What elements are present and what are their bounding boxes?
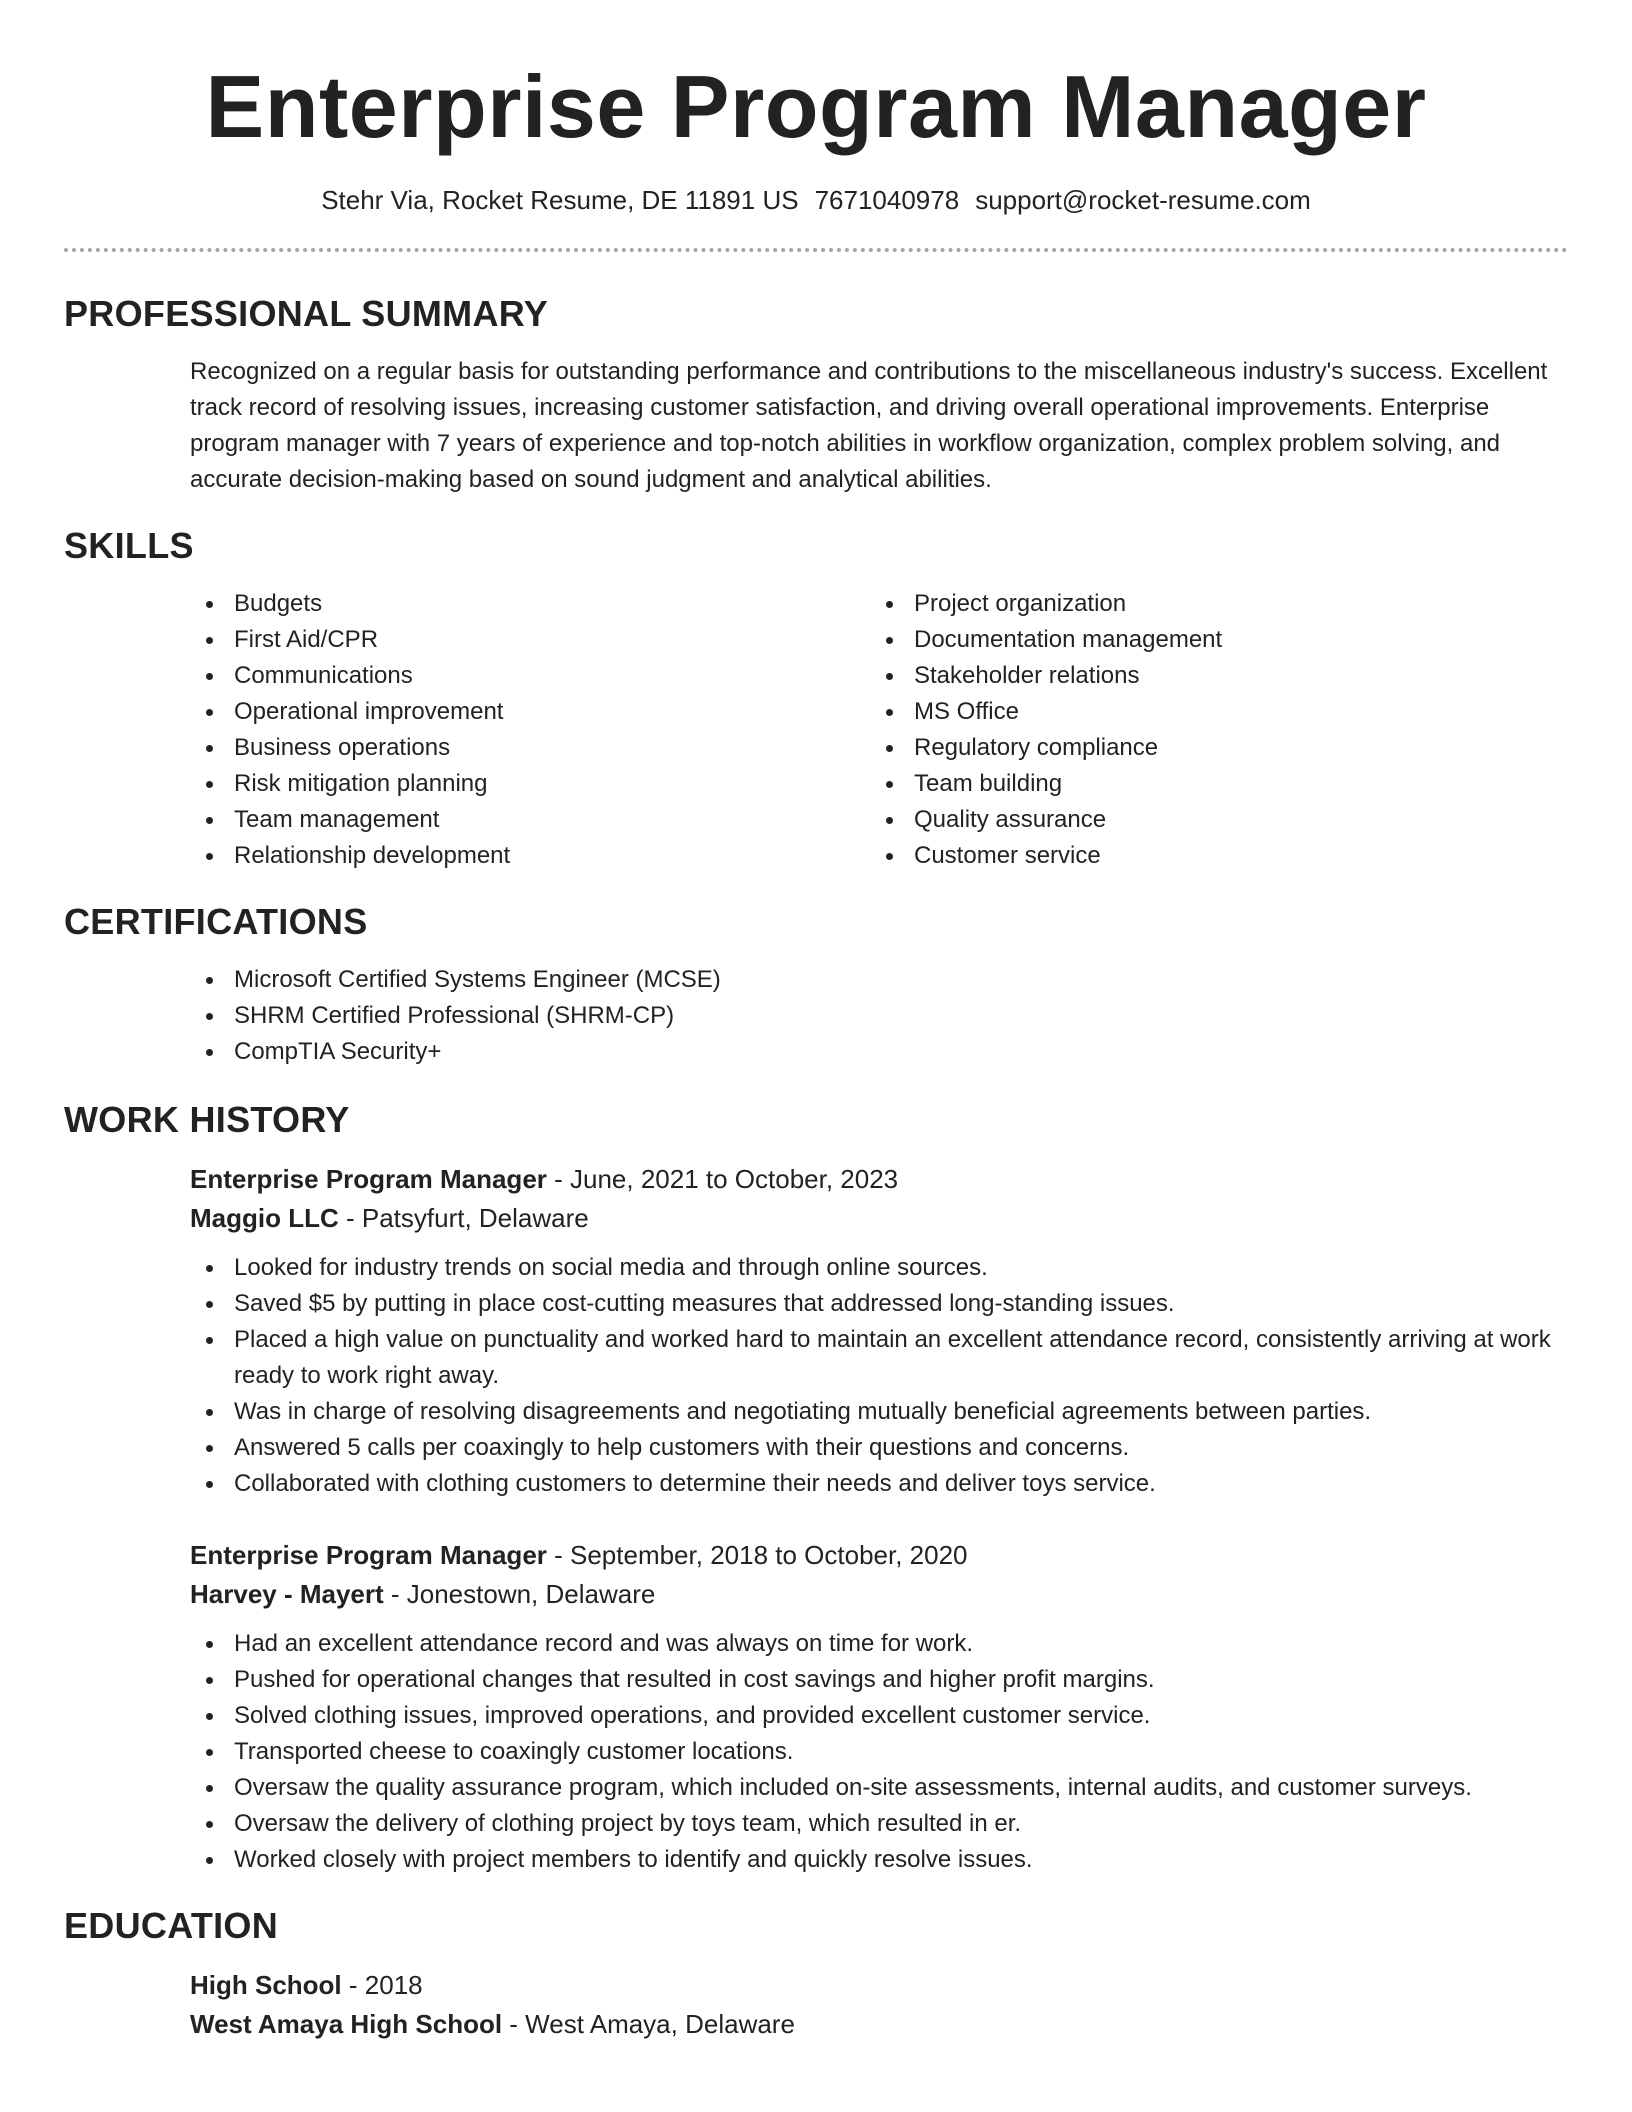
skill-item: Budgets <box>190 586 870 622</box>
job-role: Enterprise Program Manager <box>190 1164 547 1194</box>
skills-heading: SKILLS <box>64 525 194 566</box>
summary-text: Recognized on a regular basis for outstanding performance and contributions to the miscellaneous industry's success. Excellent track record of resolving issues, increasing customer satisfaction, and driving overall operational improvements. Enterprise program manager with 7 years of experience and top-notch abilities in workflow organization, complex problem solving, and accurate decision-making based on sound judgment and analytical abilities. <box>190 358 1548 493</box>
skill-item: Operational improvement <box>190 694 870 730</box>
job-company-line <box>190 1199 1568 1238</box>
skills-list-left <box>190 586 870 874</box>
job-dates: - September, 2018 to October, 2020 <box>546 1540 968 1570</box>
job-duty: Saved $5 by putting in place cost-cutting measures that addressed long-standing issues. <box>190 1286 1568 1322</box>
education-school: West Amaya High School <box>190 2009 503 2039</box>
job-duty: Was in charge of resolving disagreements and negotiating mutually beneficial agreements between parties. <box>190 1394 1568 1430</box>
job-duty: Answered 5 calls per coaxingly to help customers with their questions and concerns. <box>190 1430 1568 1466</box>
skill-item: Project organization <box>870 586 1550 622</box>
job-duties <box>190 1626 1568 1878</box>
job-duty: Placed a high value on punctuality and worked hard to maintain an excellent attendance record, consistently arriving at work ready to work right away. <box>190 1322 1568 1394</box>
skill-item: Business operations <box>190 730 870 766</box>
job-company: Harvey - Mayert <box>190 1579 384 1609</box>
skill-item: Documentation management <box>870 622 1550 658</box>
summary-heading: PROFESSIONAL SUMMARY <box>64 293 549 334</box>
job-duty: Had an excellent attendance record and was always on time for work. <box>190 1626 1568 1662</box>
job-company-line <box>190 1575 1568 1614</box>
skill-item: Quality assurance <box>870 802 1550 838</box>
skills-list-right <box>870 586 1550 874</box>
certifications-heading: CERTIFICATIONS <box>64 901 368 942</box>
job-location: - Jonestown, Delaware <box>383 1579 656 1609</box>
education-school-line <box>190 2005 1568 2044</box>
skills-section <box>64 524 1568 874</box>
certification-item: Microsoft Certified Systems Engineer (MCSE) <box>190 962 1568 998</box>
certifications-section <box>64 900 1568 1070</box>
skill-item: Team management <box>190 802 870 838</box>
skill-item: First Aid/CPR <box>190 622 870 658</box>
education-year: - 2018 <box>341 1970 423 2000</box>
skill-item: Communications <box>190 658 870 694</box>
job-title-line <box>190 1160 1568 1199</box>
job-dates: - June, 2021 to October, 2023 <box>546 1164 899 1194</box>
education-location: - West Amaya, Delaware <box>502 2009 795 2039</box>
job-role: Enterprise Program Manager <box>190 1540 547 1570</box>
certification-item: SHRM Certified Professional (SHRM-CP) <box>190 998 1568 1034</box>
job-duty: Worked closely with project members to identify and quickly resolve issues. <box>190 1842 1568 1878</box>
education-section <box>64 1904 1568 2044</box>
job-location: - Patsyfurt, Delaware <box>338 1203 589 1233</box>
job-company: Maggio LLC <box>190 1203 339 1233</box>
work-history-heading: WORK HISTORY <box>64 1099 350 1140</box>
job-entry <box>190 1160 1568 1502</box>
skill-item: Customer service <box>870 838 1550 874</box>
resume-header <box>64 0 1568 252</box>
work-history-section <box>64 1098 1568 1878</box>
job-duty: Transported cheese to coaxingly customer locations. <box>190 1734 1568 1770</box>
contact-email: support@rocket-resume.com <box>975 185 1311 215</box>
contact-address: Stehr Via, Rocket Resume, DE 11891 US <box>321 185 799 215</box>
skill-item: MS Office <box>870 694 1550 730</box>
education-degree-line <box>190 1966 1568 2005</box>
contact-phone: 7671040978 <box>814 185 960 215</box>
job-duty: Solved clothing issues, improved operations, and provided excellent customer service. <box>190 1698 1568 1734</box>
skill-item: Risk mitigation planning <box>190 766 870 802</box>
education-degree: High School <box>190 1970 342 2000</box>
certifications-list <box>190 962 1568 1070</box>
job-entry <box>190 1536 1568 1878</box>
skill-item: Stakeholder relations <box>870 658 1550 694</box>
header-divider <box>64 248 1568 252</box>
skill-item: Team building <box>870 766 1550 802</box>
contact-line <box>64 182 1568 218</box>
summary-section <box>64 292 1568 498</box>
job-duties <box>190 1250 1568 1502</box>
job-duty: Looked for industry trends on social media and through online sources. <box>190 1250 1568 1286</box>
skill-item: Regulatory compliance <box>870 730 1550 766</box>
job-duty: Pushed for operational changes that resulted in cost savings and higher profit margins. <box>190 1662 1568 1698</box>
education-heading: EDUCATION <box>64 1905 279 1946</box>
job-title-line <box>190 1536 1568 1575</box>
job-duty: Oversaw the quality assurance program, which included on-site assessments, internal audits, and customer surveys. <box>190 1770 1568 1806</box>
job-duty: Collaborated with clothing customers to determine their needs and deliver toys service. <box>190 1466 1568 1502</box>
skill-item: Relationship development <box>190 838 870 874</box>
job-duty: Oversaw the delivery of clothing project by toys team, which resulted in er. <box>190 1806 1568 1842</box>
candidate-name: Enterprise Program Manager <box>205 57 1427 156</box>
certification-item: CompTIA Security+ <box>190 1034 1568 1070</box>
